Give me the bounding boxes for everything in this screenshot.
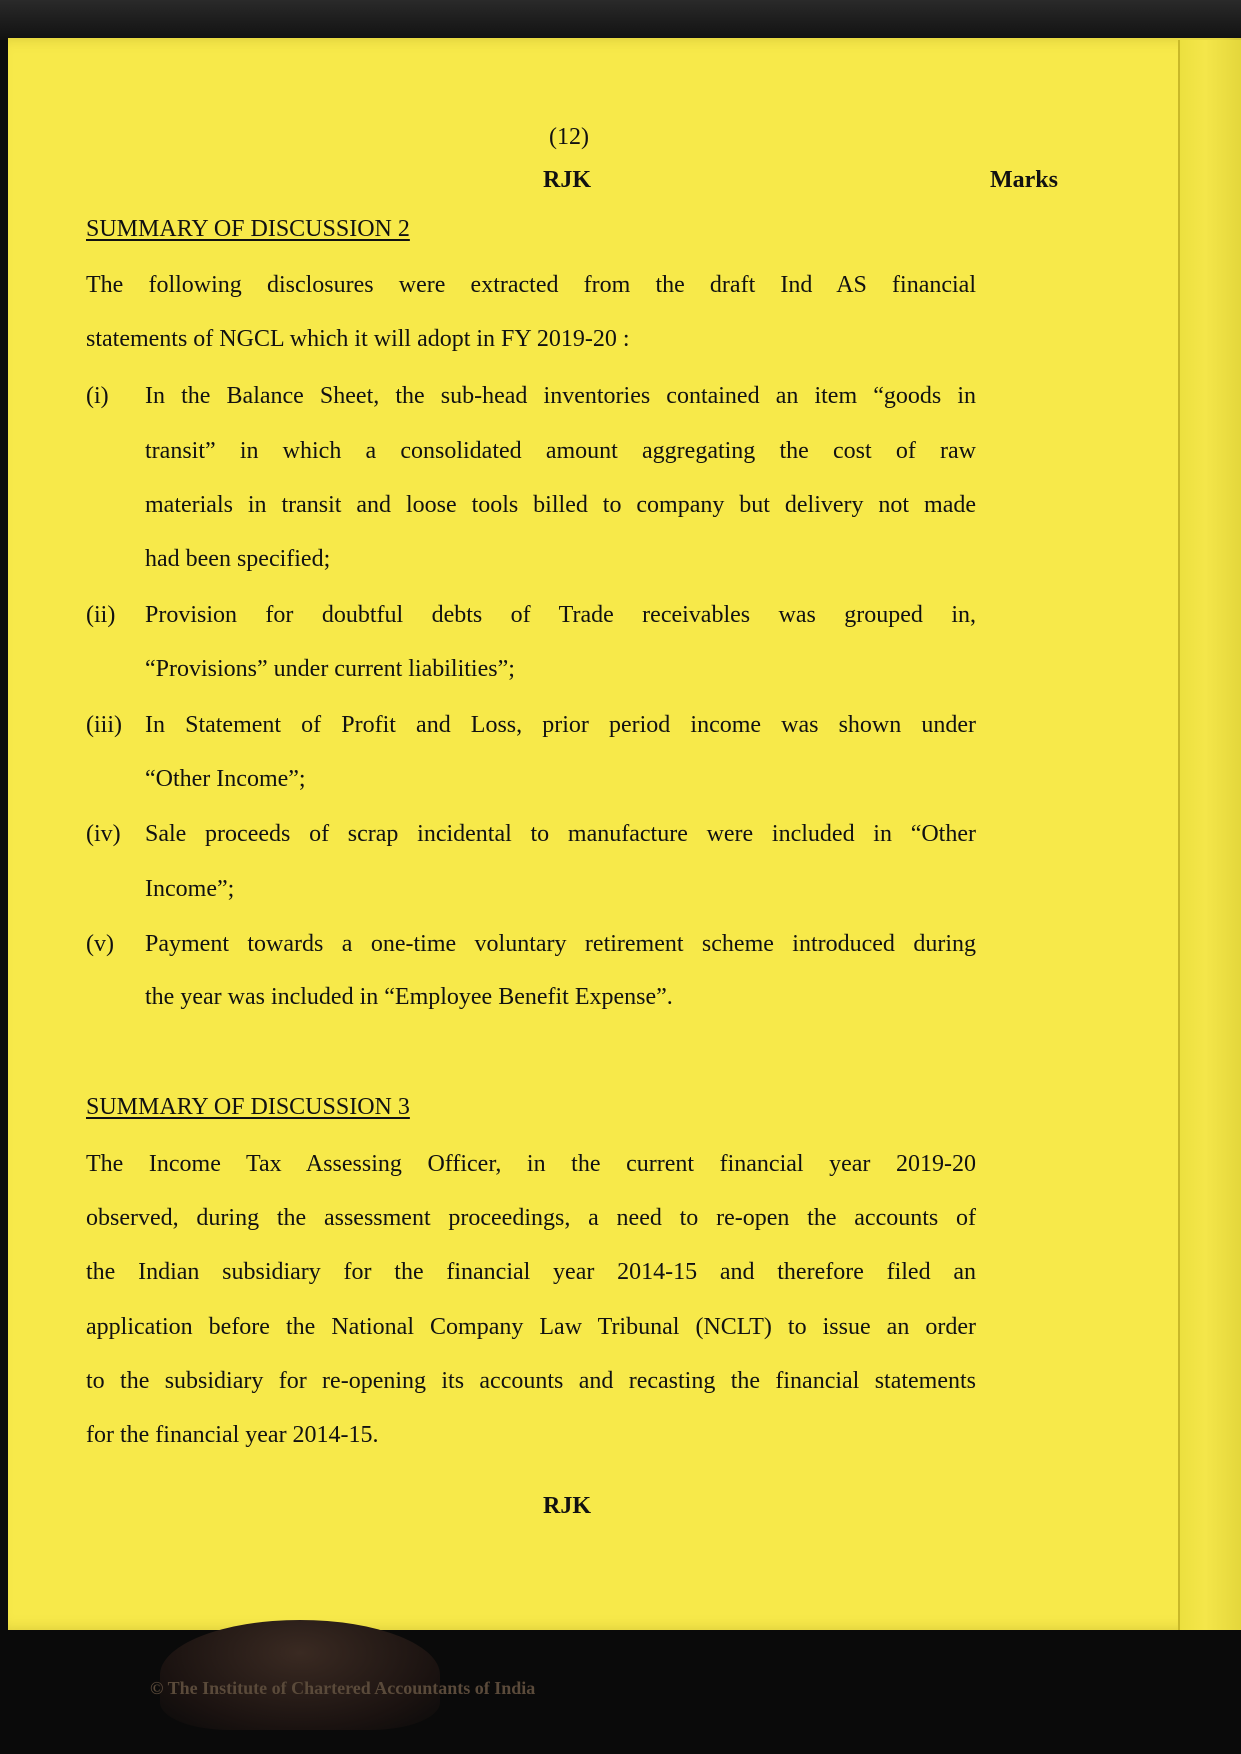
list-item-number: (v): [86, 931, 114, 957]
list-item-line: Provision for doubtful debts of Trade receivables was grouped in,: [145, 602, 976, 628]
discussion-3-line: The Income Tax Assessing Officer, in the current financial year 2019-20: [86, 1151, 976, 1177]
discussion-2-intro-line: statements of NGCL which it will adopt in FY 2019-20 :: [86, 326, 630, 352]
discussion-3-line: to the subsidiary for re-opening its accounts and recasting the financial statements: [86, 1368, 976, 1394]
list-item-line: the year was included in “Employee Benefit Expense”.: [145, 984, 673, 1010]
discussion-2-intro-line: The following disclosures were extracted from the draft Ind AS financial: [86, 272, 976, 298]
paper-code-footer: RJK: [543, 1493, 591, 1519]
list-item-line: transit” in which a consolidated amount aggregating the cost of raw: [145, 438, 976, 464]
list-item-number: (iii): [86, 712, 122, 738]
list-item-number: (i): [86, 383, 109, 409]
paper-code-header: RJK: [543, 167, 591, 193]
list-item-number: (ii): [86, 602, 116, 628]
discussion-2-heading: SUMMARY OF DISCUSSION 2: [86, 216, 410, 242]
list-item-line: “Provisions” under current liabilities”;: [145, 656, 515, 682]
list-item-line: In Statement of Profit and Loss, prior period income was shown under: [145, 712, 976, 738]
copyright-watermark: © The Institute of Chartered Accountants of India: [150, 1678, 536, 1698]
page-edge: [1178, 40, 1241, 1630]
list-item-line: had been specified;: [145, 546, 331, 572]
list-item-line: “Other Income”;: [145, 766, 306, 792]
discussion-3-line: the Indian subsidiary for the financial year 2014-15 and therefore filed an: [86, 1259, 976, 1285]
list-item-line: Payment towards a one-time voluntary retirement scheme introduced during: [145, 931, 976, 957]
discussion-3-line: for the financial year 2014-15.: [86, 1422, 379, 1448]
list-item-line: materials in transit and loose tools billed to company but delivery not made: [145, 492, 976, 518]
scan-top-shadow: [0, 0, 1241, 40]
list-item-line: Income”;: [145, 876, 235, 902]
list-item-number: (iv): [86, 821, 121, 847]
discussion-3-heading: SUMMARY OF DISCUSSION 3: [86, 1094, 410, 1120]
scanner-thumb: [160, 1620, 440, 1730]
page-number: (12): [549, 124, 589, 150]
discussion-3-line: observed, during the assessment proceedings, a need to re-open the accounts of: [86, 1205, 976, 1231]
list-item-line: In the Balance Sheet, the sub-head inventories contained an item “goods in: [145, 383, 976, 409]
marks-header: Marks: [990, 167, 1058, 193]
discussion-3-line: application before the National Company Law Tribunal (NCLT) to issue an order: [86, 1314, 976, 1340]
list-item-line: Sale proceeds of scrap incidental to manufacture were included in “Other: [145, 821, 976, 847]
